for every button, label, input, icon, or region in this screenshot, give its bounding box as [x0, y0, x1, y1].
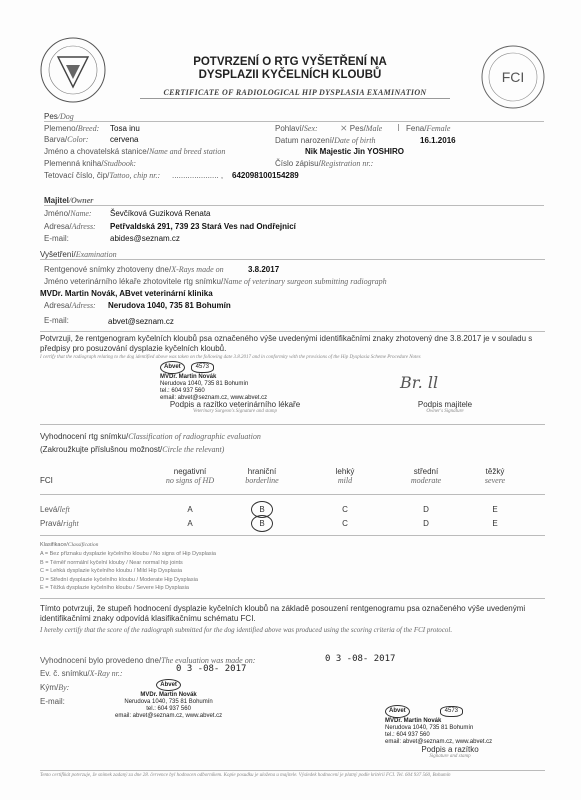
owner-signature: Br. ll: [400, 373, 439, 392]
reg-label: Číslo zápisu/Registration nr.:: [275, 159, 374, 168]
eval-grade-c[interactable]: C: [342, 519, 348, 528]
eval-column-header: střední moderate: [410, 467, 442, 485]
eval-column-header: hraniční borderline: [245, 467, 279, 485]
dob-value: 16.1.2016: [420, 136, 456, 145]
declaration-text-cz: Potvrzuji, že rentgenogram kyčelních kloubů psa označeného výše uvedenými identifikačními znaky zhotovený dne 3.8.2017 je v souladu s předpisy pro posuzování dysplazie kyčelních kloubů.: [40, 334, 533, 353]
eval-grade-b[interactable]: B: [259, 519, 265, 528]
vet-address-value: Nerudova 1040, 735 81 Bohumín: [108, 301, 231, 310]
city-label: Kým/By:: [40, 683, 70, 692]
dog-name-label: Jméno a chovatelská stanice/Name and breed station: [44, 147, 226, 156]
exam-section: Vyšetření/Examination: [40, 250, 117, 259]
fci-logo-text: FCI: [501, 69, 525, 85]
footer-text: Tento certifikát potvrzuje, že snímek zadaný za dne 28. července byl hodnocen odborníkem. Kopie posudku je uložena u majitele. Výsledek hodnocení je platný podle kritérií FCI. Tel. 604 937 560, Bohumín: [40, 773, 451, 778]
eval-date-label: Vyhodnocení bylo provedeno dne/The evaluation was made on:: [40, 656, 256, 665]
snap-value: 0 3 -08- 2017: [176, 664, 247, 674]
stamp-number: 4573: [191, 362, 214, 373]
eval-date-value: 0 3 -08- 2017: [325, 654, 396, 664]
eval-grade-d[interactable]: D: [423, 505, 429, 514]
abvet-logo: Abvet: [160, 361, 185, 374]
owner-section: Majitel/Owner: [44, 196, 94, 205]
vet-stamp: Abvet 4573 MVDr. Martin Novák Nerudova 1040, 735 81 Bohumín tel.: 604 937 560 email: abvet@seznam.cz, www.abvet.cz: [160, 361, 267, 402]
owner-addr-label: Adresa/Adress:: [44, 222, 96, 231]
owner-name-label: Jméno/Name:: [44, 209, 92, 218]
eval-column-header: lehký mild: [335, 467, 355, 485]
vet-email-label: E-mail:: [44, 316, 69, 325]
classification-item: B = Téměř normální kyčelní klouby / Near normal hip joints: [40, 559, 183, 566]
classification-item: C = Lehká dysplazie kyčelního kloubu / Mild Hip Dysplasia: [40, 568, 183, 574]
classification-title: Klasifikace/Classification: [40, 542, 99, 548]
vet-stamp-2: Abvet MVDr. Martin Novák Nerudova 1040, 735 81 Bohumín tel.: 604 937 560 email: abvet@seznam.cz, www.abvet.cz: [115, 682, 222, 720]
selected-grade-circle: [251, 515, 273, 532]
sex-male-option: ⨯ Pes/Male: [340, 123, 383, 133]
owner-name-value: Ševčíková Guziková Renata: [110, 209, 211, 218]
vet-name-value: MVDr. Martin Novák, ABvet veterinární klinika: [40, 289, 213, 298]
snap-label: Ev. č. snímku/X-Ray nr.:: [40, 669, 123, 678]
title-line1: POTVRZENÍ O RTG VYŠETŘENÍ NA: [193, 56, 387, 68]
confirm-text-cz: Tímto potvrzuji, že stupeň hodnocení dysplazie kyčelních kloubů na základě posouzení rentgenogramu psa označeného výše uvedenými identifikačními znaky odpovídá klasifikačnímu schématu FCI.: [40, 604, 526, 623]
dog-name-value: Nik Majestic Jin YOSHIRO: [305, 147, 404, 156]
dob-label: Datum narození/Date of birth: [275, 136, 376, 145]
classification-item: D = Střední dysplazie kyčelního kloubu / Moderate Hip Dysplasia: [40, 576, 198, 583]
vet-stamp-3: Abvet 4573 MVDr. Martin Novák Nerudova 1040, 735 81 Bohumín tel.: 604 937 560 email: abvet@seznam.cz, www.abvet.cz: [385, 705, 492, 746]
xray-date-value: 3.8.2017: [248, 265, 280, 274]
eval-column-header: negativní no signs of HD: [165, 467, 215, 485]
confirm-email-label: E-mail:: [40, 697, 65, 706]
tattoo-dots: ..................... ,: [172, 171, 224, 180]
eval-row-label: Levá/left: [40, 505, 70, 514]
fci-label: FCI: [40, 476, 53, 485]
breed-value: Tosa inu: [110, 124, 140, 133]
vet-addr-label: Adresa/Adress:: [44, 301, 96, 310]
sex-mark: ⨯: [340, 123, 348, 133]
evaluation-title: Vyhodnocení rtg snímku/Classification of radiographic evaluation: [40, 432, 261, 441]
club-logo: [38, 35, 108, 105]
owner-sign-label: Podpis majitele Owner's Signature: [417, 400, 473, 414]
owner-address-value: Petřvaldská 291, 739 23 Stará Ves nad Ondřejnicí: [110, 222, 296, 231]
eval-grade-e[interactable]: E: [492, 519, 498, 528]
studbook-label: Plemenná kniha/Studbook:: [44, 159, 137, 168]
eval-grade-a[interactable]: A: [187, 519, 193, 528]
vet-sign-label: Podpis a razítko veterinárního lékaře Veterinary Surgeon's Signature and stamp: [169, 400, 301, 414]
chip-value: 642098100154289: [232, 171, 299, 180]
sex-label: Pohlaví/Sex:: [275, 124, 318, 133]
eval-grade-d[interactable]: D: [423, 519, 429, 528]
title-line2: DYSPLAZII KYČELNÍCH KLOUBŮ: [198, 69, 382, 81]
certificate-subtitle: CERTIFICATE OF RADIOLOGICAL HIP DYSPLASIA EXAMINATION: [163, 88, 427, 97]
breed-label: Plemeno/Breed:: [44, 124, 100, 133]
owner-email-value: abides@seznam.cz: [110, 234, 180, 243]
color-value: cervena: [110, 135, 139, 144]
classification-item: A = Bez příznaku dysplazie kyčelního kloubu / No signs of Hip Dysplasia: [40, 551, 216, 557]
color-label: Barva/Color:: [44, 135, 89, 144]
eval-column-header: těžký severe: [484, 467, 506, 485]
eval-grade-b[interactable]: B: [259, 505, 265, 514]
eval-grade-c[interactable]: C: [342, 505, 348, 514]
fci-logo: [478, 42, 548, 112]
vet-label: Jméno veterinárního lékaře zhotovitele rtg snímku/Name of veterinary surgeon submitting radiograph: [44, 277, 387, 286]
confirm-text-en: I hereby certify that the score of the radiograph submitted for the dog identified above was produced using the scoring criteria of the FCI protocol.: [40, 626, 453, 634]
classification-item: E = Těžká dysplazie kyčelního kloubu / Severe Hip Dysplasia: [40, 585, 189, 591]
tattoo-label: Tetovací číslo, čip/Tattoo, chip nr.:: [44, 171, 161, 180]
owner-email-label: E-mail:: [44, 234, 69, 243]
confirm-sign-label: Podpis a razítko Signature and stamp: [421, 745, 479, 759]
xray-label: Rentgenové snímky zhotoveny dne/X-Rays made on: [44, 265, 224, 274]
declaration-text-en: I certify that the radiograph relating to the dog identified above was taken on the following date 3.8.2017 and in conformity with the provisions of the Hip Dysplasia Scheme Procedure Notes: [40, 355, 421, 360]
eval-grade-a[interactable]: A: [187, 505, 193, 514]
dog-section: Pes/Dog: [44, 112, 74, 121]
vet-email-value: abvet@seznam.cz: [108, 317, 174, 326]
evaluation-hint: (Zakroužkujte příslušnou možnost/Circle the relevant): [40, 445, 225, 454]
eval-grade-e[interactable]: E: [492, 505, 498, 514]
eval-row-label: Pravá/right: [40, 519, 79, 528]
sex-female-option: Fena/Female: [398, 124, 450, 133]
